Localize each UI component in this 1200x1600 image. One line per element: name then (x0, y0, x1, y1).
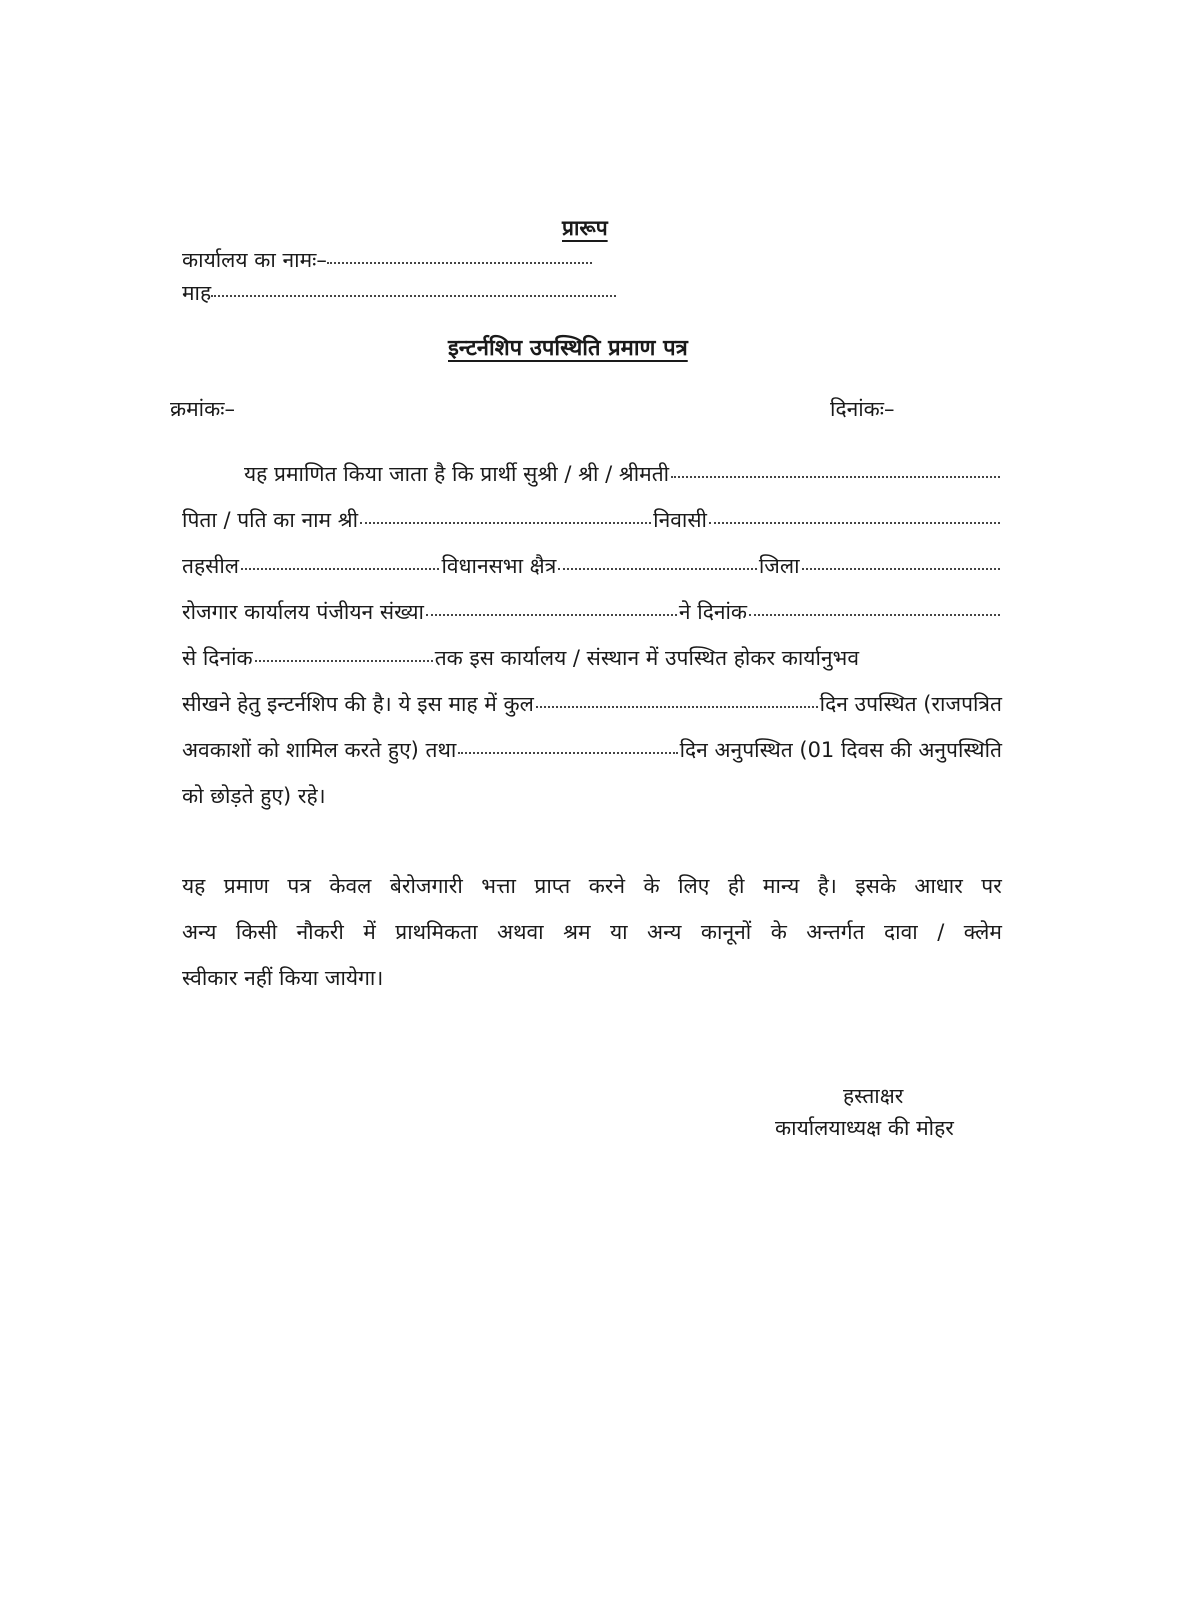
body-line-6 (182, 694, 1002, 715)
note-word: अन्तर्गत (806, 920, 865, 944)
note-word: पत्र (287, 874, 311, 898)
prarup-heading: प्रारूप (562, 216, 608, 240)
absent-days-label: दिन अनुपस्थित (01 दिवस की अनुपस्थिति (679, 738, 1002, 762)
note-word: लिए (678, 874, 710, 898)
note-word: में (363, 920, 376, 944)
note-word: श्रम (563, 920, 591, 944)
district-blank (802, 568, 1000, 570)
applicant-name-blank (671, 476, 1000, 478)
district-label: जिला (758, 554, 800, 578)
from-date-blank (749, 614, 1000, 616)
father-husband-label: पिता / पति का नाम श्री (182, 508, 359, 532)
note-word: आधार (914, 874, 963, 898)
note-word: अन्य (647, 920, 682, 944)
date-label: दिनांकः– (830, 397, 895, 421)
body-line-8: को छोड़ते हुए) रहे। (182, 784, 326, 808)
office-head-seal: कार्यालयाध्यक्ष की मोहर (775, 1116, 954, 1140)
body-line-2 (182, 510, 1002, 531)
note-word: प्राथमिकता (395, 920, 478, 944)
note-line-3: स्वीकार नहीं किया जायेगा। (182, 966, 384, 990)
month-label: माह (182, 281, 212, 305)
certificate-title: इन्टर्नशिप उपस्थिति प्रमाण पत्र (448, 336, 688, 361)
note-word: प्रमाण (223, 874, 269, 898)
office-name-label: कार्यालय का नामः– (182, 248, 327, 272)
body-line-7 (182, 740, 1002, 761)
note-word: केवल (329, 874, 372, 898)
note-word: बेरोजगारी (389, 874, 463, 898)
note-word: कानूनों (700, 920, 752, 944)
absent-days-blank (458, 752, 677, 754)
note-word: / (937, 920, 945, 944)
note-word: यह (182, 874, 206, 898)
to-date-blank (255, 660, 433, 662)
note-word: प्राप्त (534, 874, 571, 898)
resident-label: निवासी (653, 508, 707, 532)
registration-blank (426, 614, 677, 616)
note-line-1 (182, 876, 1002, 897)
note-word: अन्य (182, 920, 217, 944)
note-word: है। (817, 874, 837, 898)
note-word: के (770, 920, 787, 944)
note-word: इसके (855, 874, 896, 898)
assembly-blank (558, 568, 756, 570)
body-line-1-text: यह प्रमाणित किया जाता है कि प्रार्थी सुश्री / श्री / श्रीमती (244, 462, 670, 486)
registration-label: रोजगार कार्यालय पंजीयन संख्या (182, 600, 424, 624)
note-word: के (643, 874, 660, 898)
note-word: अथवा (497, 920, 544, 944)
note-word: या (609, 920, 628, 944)
body-line-3 (182, 556, 1002, 577)
father-husband-blank (360, 522, 651, 524)
note-word: नौकरी (296, 920, 344, 944)
signature-label: हस्ताक्षर (843, 1084, 904, 1108)
body-line-4 (182, 602, 1002, 623)
body-line-7-text: अवकाशों को शामिल करते हुए) तथा (182, 738, 457, 762)
present-days-blank (536, 706, 818, 708)
month-row (182, 283, 632, 307)
note-line-2 (182, 922, 1002, 943)
office-name-row (182, 250, 632, 274)
resident-blank (709, 522, 1000, 524)
note-word: क्लेम (963, 920, 1002, 944)
present-days-label: दिन उपस्थित (राजपत्रित (819, 692, 1002, 716)
note-word: ही (727, 874, 745, 898)
note-word: करने (588, 874, 626, 898)
to-date-label: से दिनांक (182, 646, 253, 670)
body-line-5-text: तक इस कार्यालय / संस्थान में उपस्थित होकर कार्यानुभव (434, 646, 859, 670)
note-word: मान्य (762, 874, 800, 898)
office-name-blank (327, 262, 592, 264)
body-line-6-text: सीखने हेतु इन्टर्नशिप की है। ये इस माह में कुल (182, 692, 534, 716)
body-line-5 (182, 648, 1002, 669)
tehsil-label: तहसील (182, 554, 239, 578)
from-date-label: ने दिनांक (678, 600, 748, 624)
month-blank (211, 295, 616, 297)
note-word: दावा (884, 920, 918, 944)
body-line-1 (182, 464, 1002, 485)
serial-number-label: क्रमांकः– (170, 397, 235, 421)
tehsil-blank (241, 568, 439, 570)
note-word: भत्ता (481, 874, 516, 898)
note-word: किसी (235, 920, 278, 944)
note-word: पर (981, 874, 1002, 898)
assembly-label: विधानसभा क्षैत्र (441, 554, 557, 578)
